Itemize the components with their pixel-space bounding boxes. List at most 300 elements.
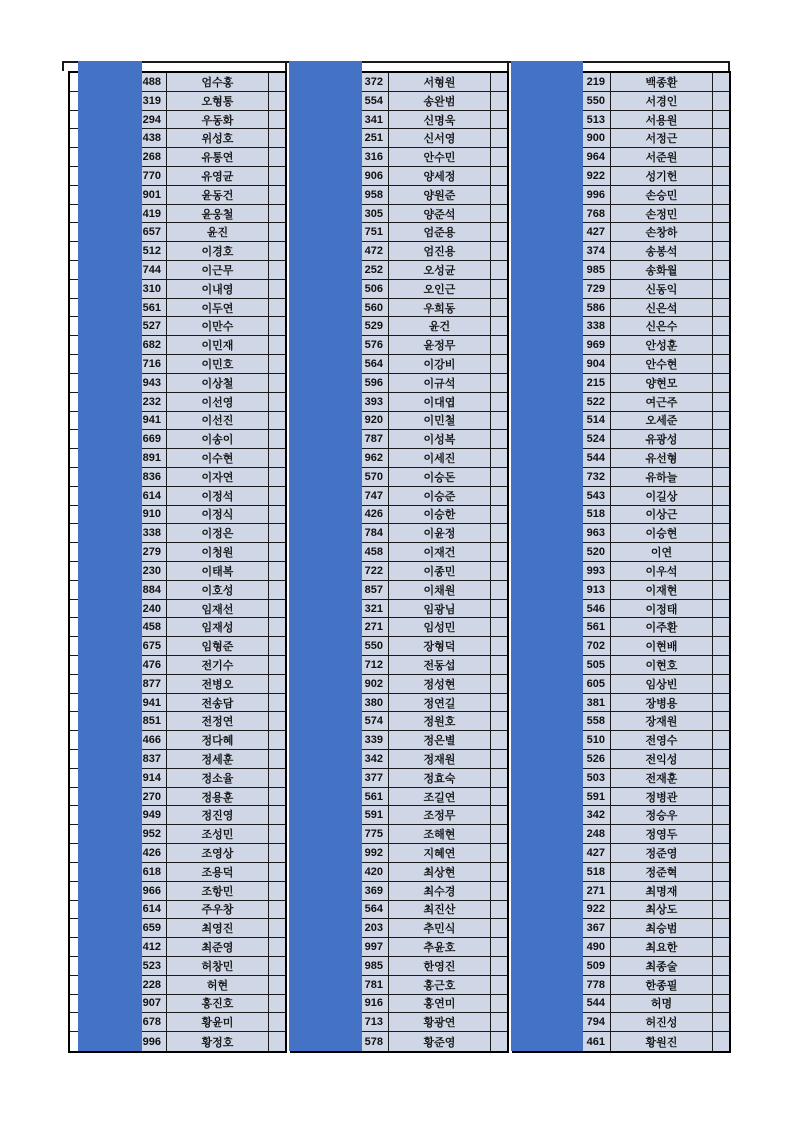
person-name-cell: 윤진 <box>166 223 269 242</box>
person-name-cell: 장재원 <box>610 712 713 731</box>
empty-trailing-cell <box>713 656 729 675</box>
person-name-cell: 손승민 <box>610 186 713 205</box>
empty-trailing-cell <box>269 129 285 148</box>
row-number-cell: 271 <box>352 618 388 637</box>
person-name-cell: 정재원 <box>388 750 491 769</box>
person-name-cell: 서준원 <box>610 148 713 167</box>
empty-trailing-cell <box>713 430 729 449</box>
row-number-cell: 969 <box>574 336 610 355</box>
row-number-cell: 510 <box>574 731 610 750</box>
row-number-cell: 558 <box>574 712 610 731</box>
person-name-cell: 임재성 <box>166 618 269 637</box>
person-name-cell: 이승현 <box>610 524 713 543</box>
row-number-cell: 596 <box>352 374 388 393</box>
empty-trailing-cell <box>269 186 285 205</box>
empty-trailing-cell <box>713 806 729 825</box>
empty-trailing-cell <box>269 863 285 882</box>
row-number-cell: 426 <box>352 506 388 525</box>
empty-trailing-cell <box>713 543 729 562</box>
row-number-cell: 466 <box>130 731 166 750</box>
empty-trailing-cell <box>713 73 729 92</box>
person-name-cell: 황정호 <box>166 1032 269 1051</box>
person-name-cell: 홍연미 <box>388 995 491 1014</box>
person-name-cell: 정승우 <box>610 806 713 825</box>
empty-trailing-cell <box>269 712 285 731</box>
row-number-cell: 732 <box>574 468 610 487</box>
person-name-cell: 우동화 <box>166 111 269 130</box>
person-name-cell: 정진영 <box>166 806 269 825</box>
empty-trailing-cell <box>491 637 507 656</box>
empty-trailing-cell <box>713 562 729 581</box>
empty-trailing-cell <box>269 1032 285 1051</box>
row-number-cell: 985 <box>574 261 610 280</box>
row-number-cell: 586 <box>574 299 610 318</box>
row-number-cell: 576 <box>352 336 388 355</box>
empty-trailing-cell <box>491 694 507 713</box>
empty-trailing-cell <box>491 430 507 449</box>
row-number-cell: 420 <box>352 863 388 882</box>
row-number-cell: 857 <box>352 581 388 600</box>
person-name-cell: 전기수 <box>166 656 269 675</box>
person-name-cell: 이수현 <box>166 449 269 468</box>
row-number-cell: 524 <box>574 430 610 449</box>
person-name-cell: 신동익 <box>610 280 713 299</box>
row-number-cell: 682 <box>130 336 166 355</box>
empty-trailing-cell <box>491 242 507 261</box>
empty-trailing-cell <box>491 487 507 506</box>
person-name-cell: 손창하 <box>610 223 713 242</box>
person-name-cell: 허창민 <box>166 957 269 976</box>
row-number-cell: 922 <box>574 167 610 186</box>
person-name-cell: 최요한 <box>610 938 713 957</box>
person-name-cell: 양준석 <box>388 205 491 224</box>
empty-trailing-cell <box>713 712 729 731</box>
row-number-cell: 678 <box>130 1013 166 1032</box>
empty-trailing-cell <box>491 543 507 562</box>
person-name-cell: 최진산 <box>388 901 491 920</box>
row-number-cell: 891 <box>130 449 166 468</box>
row-number-cell: 713 <box>352 1013 388 1032</box>
empty-trailing-cell <box>713 393 729 412</box>
empty-trailing-cell <box>491 901 507 920</box>
person-name-cell: 이상근 <box>610 506 713 525</box>
row-number-cell: 564 <box>352 355 388 374</box>
empty-trailing-cell <box>713 412 729 431</box>
row-number-cell: 509 <box>574 957 610 976</box>
row-number-cell: 561 <box>352 788 388 807</box>
empty-trailing-cell <box>713 618 729 637</box>
row-number-cell: 232 <box>130 393 166 412</box>
empty-trailing-cell <box>491 1032 507 1051</box>
row-number-cell: 993 <box>574 562 610 581</box>
empty-trailing-cell <box>713 468 729 487</box>
row-number-cell: 490 <box>574 938 610 957</box>
row-number-cell: 992 <box>352 844 388 863</box>
empty-trailing-cell <box>269 393 285 412</box>
person-name-cell: 오인근 <box>388 280 491 299</box>
row-number-cell: 614 <box>130 487 166 506</box>
person-name-cell: 조길연 <box>388 788 491 807</box>
person-name-cell: 이두연 <box>166 299 269 318</box>
empty-trailing-cell <box>491 393 507 412</box>
empty-trailing-cell <box>269 901 285 920</box>
empty-trailing-cell <box>491 129 507 148</box>
person-name-cell: 이승준 <box>388 487 491 506</box>
person-name-cell: 유하늘 <box>610 468 713 487</box>
empty-trailing-cell <box>713 825 729 844</box>
person-name-cell: 전재훈 <box>610 769 713 788</box>
person-name-cell: 이종민 <box>388 562 491 581</box>
person-name-cell: 엄수홍 <box>166 73 269 92</box>
row-number-cell: 669 <box>130 430 166 449</box>
clipped-row-border-stub <box>285 61 287 71</box>
empty-trailing-cell <box>713 317 729 336</box>
person-name-cell: 서용원 <box>610 111 713 130</box>
person-name-cell: 한영진 <box>388 957 491 976</box>
person-name-cell: 유선형 <box>610 449 713 468</box>
row-number-cell: 914 <box>130 769 166 788</box>
empty-trailing-cell <box>491 111 507 130</box>
empty-trailing-cell <box>713 1032 729 1051</box>
person-name-cell: 황원진 <box>610 1032 713 1051</box>
row-number-cell: 906 <box>352 167 388 186</box>
person-name-cell: 유광성 <box>610 430 713 449</box>
empty-trailing-cell <box>269 543 285 562</box>
row-number-cell: 279 <box>130 543 166 562</box>
empty-trailing-cell <box>491 412 507 431</box>
empty-trailing-cell <box>269 73 285 92</box>
row-number-cell: 574 <box>352 712 388 731</box>
row-number-cell: 458 <box>352 543 388 562</box>
row-number-cell: 338 <box>130 524 166 543</box>
row-number-cell: 702 <box>574 637 610 656</box>
person-name-cell: 양현모 <box>610 374 713 393</box>
person-name-cell: 정병관 <box>610 788 713 807</box>
person-name-cell: 이호성 <box>166 581 269 600</box>
person-name-cell: 송봉석 <box>610 242 713 261</box>
empty-trailing-cell <box>491 148 507 167</box>
empty-trailing-cell <box>713 223 729 242</box>
empty-trailing-cell <box>491 600 507 619</box>
person-name-cell: 정용훈 <box>166 788 269 807</box>
empty-trailing-cell <box>269 769 285 788</box>
empty-trailing-cell <box>491 223 507 242</box>
row-number-cell: 341 <box>352 111 388 130</box>
row-number-cell: 836 <box>130 468 166 487</box>
person-name-cell: 안수현 <box>610 355 713 374</box>
person-name-cell: 신은석 <box>610 299 713 318</box>
row-number-cell: 916 <box>352 995 388 1014</box>
person-name-cell: 이자연 <box>166 468 269 487</box>
row-number-cell: 374 <box>574 242 610 261</box>
empty-trailing-cell <box>269 261 285 280</box>
row-number-cell: 996 <box>130 1032 166 1051</box>
person-name-cell: 안성훈 <box>610 336 713 355</box>
empty-trailing-cell <box>713 148 729 167</box>
empty-trailing-cell <box>713 280 729 299</box>
row-number-cell: 339 <box>352 731 388 750</box>
empty-trailing-cell <box>491 280 507 299</box>
empty-trailing-cell <box>269 506 285 525</box>
person-name-cell: 이윤정 <box>388 524 491 543</box>
person-name-cell: 황준영 <box>388 1032 491 1051</box>
empty-trailing-cell <box>269 562 285 581</box>
empty-trailing-cell <box>269 882 285 901</box>
person-name-cell: 여근주 <box>610 393 713 412</box>
empty-trailing-cell <box>713 449 729 468</box>
person-name-cell: 이송이 <box>166 430 269 449</box>
empty-trailing-cell <box>491 769 507 788</box>
empty-trailing-cell <box>269 600 285 619</box>
empty-trailing-cell <box>491 1013 507 1032</box>
person-name-cell: 엄진용 <box>388 242 491 261</box>
row-number-cell: 778 <box>574 976 610 995</box>
empty-trailing-cell <box>491 825 507 844</box>
row-number-cell: 321 <box>352 600 388 619</box>
empty-trailing-cell <box>491 731 507 750</box>
person-name-cell: 이청원 <box>166 543 269 562</box>
row-number-cell: 426 <box>130 844 166 863</box>
empty-trailing-cell <box>491 205 507 224</box>
empty-trailing-cell <box>713 111 729 130</box>
empty-trailing-cell <box>713 524 729 543</box>
person-name-cell: 최상현 <box>388 863 491 882</box>
empty-trailing-cell <box>491 562 507 581</box>
empty-trailing-cell <box>713 694 729 713</box>
empty-trailing-cell <box>269 675 285 694</box>
row-number-cell: 618 <box>130 863 166 882</box>
person-name-cell: 손정민 <box>610 205 713 224</box>
empty-trailing-cell <box>713 167 729 186</box>
person-name-cell: 이주환 <box>610 618 713 637</box>
person-name-cell: 홍근호 <box>388 976 491 995</box>
empty-trailing-cell <box>713 882 729 901</box>
row-number-cell: 943 <box>130 374 166 393</box>
empty-trailing-cell <box>269 167 285 186</box>
row-number-cell: 578 <box>352 1032 388 1051</box>
row-number-cell: 877 <box>130 675 166 694</box>
empty-trailing-cell <box>491 524 507 543</box>
person-name-cell: 정영두 <box>610 825 713 844</box>
empty-trailing-cell <box>713 506 729 525</box>
person-name-cell: 이채원 <box>388 581 491 600</box>
row-number-cell: 522 <box>574 393 610 412</box>
row-number-cell: 712 <box>352 656 388 675</box>
empty-trailing-cell <box>269 694 285 713</box>
empty-trailing-cell <box>713 336 729 355</box>
person-name-cell: 양세정 <box>388 167 491 186</box>
person-name-cell: 조정무 <box>388 806 491 825</box>
row-number-cell: 294 <box>130 111 166 130</box>
row-number-cell: 913 <box>574 581 610 600</box>
empty-trailing-cell <box>269 299 285 318</box>
empty-trailing-cell <box>269 976 285 995</box>
person-name-cell: 서경인 <box>610 92 713 111</box>
empty-trailing-cell <box>269 317 285 336</box>
empty-trailing-cell <box>713 731 729 750</box>
empty-trailing-cell <box>713 750 729 769</box>
row-number-cell: 657 <box>130 223 166 242</box>
empty-trailing-cell <box>713 788 729 807</box>
person-name-cell: 오형통 <box>166 92 269 111</box>
person-name-cell: 임재선 <box>166 600 269 619</box>
person-name-cell: 최상도 <box>610 901 713 920</box>
row-number-cell: 520 <box>574 543 610 562</box>
empty-trailing-cell <box>269 355 285 374</box>
blue-overlay-rectangle <box>289 61 362 1051</box>
empty-trailing-cell <box>491 261 507 280</box>
person-name-cell: 조항민 <box>166 882 269 901</box>
empty-trailing-cell <box>269 844 285 863</box>
row-number-cell: 518 <box>574 863 610 882</box>
person-name-cell: 신은수 <box>610 317 713 336</box>
row-number-cell: 794 <box>574 1013 610 1032</box>
empty-trailing-cell <box>713 581 729 600</box>
person-name-cell: 송화월 <box>610 261 713 280</box>
person-name-cell: 임성민 <box>388 618 491 637</box>
person-name-cell: 최준영 <box>166 938 269 957</box>
person-name-cell: 조해현 <box>388 825 491 844</box>
empty-trailing-cell <box>269 524 285 543</box>
empty-trailing-cell <box>713 976 729 995</box>
person-name-cell: 정준영 <box>610 844 713 863</box>
row-number-cell: 319 <box>130 92 166 111</box>
person-name-cell: 홍진호 <box>166 995 269 1014</box>
row-number-cell: 219 <box>574 73 610 92</box>
empty-trailing-cell <box>269 637 285 656</box>
person-name-cell: 윤동건 <box>166 186 269 205</box>
row-number-cell: 230 <box>130 562 166 581</box>
empty-trailing-cell <box>713 374 729 393</box>
row-number-cell: 966 <box>130 882 166 901</box>
row-number-cell: 215 <box>574 374 610 393</box>
row-number-cell: 675 <box>130 637 166 656</box>
empty-trailing-cell <box>269 223 285 242</box>
person-name-cell: 이정태 <box>610 600 713 619</box>
row-number-cell: 781 <box>352 976 388 995</box>
empty-trailing-cell <box>491 995 507 1014</box>
person-name-cell: 이승한 <box>388 506 491 525</box>
person-name-cell: 오성균 <box>388 261 491 280</box>
empty-trailing-cell <box>269 618 285 637</box>
row-number-cell: 393 <box>352 393 388 412</box>
empty-trailing-cell <box>269 788 285 807</box>
empty-trailing-cell <box>491 863 507 882</box>
row-number-cell: 240 <box>130 600 166 619</box>
person-name-cell: 이대엽 <box>388 393 491 412</box>
row-number-cell: 472 <box>352 242 388 261</box>
row-number-cell: 513 <box>574 111 610 130</box>
row-number-cell: 744 <box>130 261 166 280</box>
empty-trailing-cell <box>491 167 507 186</box>
row-number-cell: 526 <box>574 750 610 769</box>
person-name-cell: 엄준용 <box>388 223 491 242</box>
row-number-cell: 591 <box>352 806 388 825</box>
row-number-cell: 716 <box>130 355 166 374</box>
person-name-cell: 장형덕 <box>388 637 491 656</box>
row-number-cell: 380 <box>352 694 388 713</box>
row-number-cell: 561 <box>130 299 166 318</box>
person-name-cell: 이정식 <box>166 506 269 525</box>
row-number-cell: 964 <box>574 148 610 167</box>
empty-trailing-cell <box>491 186 507 205</box>
person-name-cell: 이연 <box>610 543 713 562</box>
row-number-cell: 605 <box>574 675 610 694</box>
row-number-cell: 560 <box>352 299 388 318</box>
row-number-cell: 228 <box>130 976 166 995</box>
row-number-cell: 787 <box>352 430 388 449</box>
blue-overlay-rectangle <box>511 61 583 1051</box>
empty-trailing-cell <box>491 712 507 731</box>
empty-trailing-cell <box>713 129 729 148</box>
person-name-cell: 이현배 <box>610 637 713 656</box>
person-name-cell: 정준혁 <box>610 863 713 882</box>
row-number-cell: 770 <box>130 167 166 186</box>
empty-trailing-cell <box>713 901 729 920</box>
empty-trailing-cell <box>713 769 729 788</box>
row-number-cell: 922 <box>574 901 610 920</box>
row-number-cell: 529 <box>352 317 388 336</box>
person-name-cell: 이선영 <box>166 393 269 412</box>
person-name-cell: 전동섭 <box>388 656 491 675</box>
row-number-cell: 768 <box>574 205 610 224</box>
row-number-cell: 902 <box>352 675 388 694</box>
empty-trailing-cell <box>491 336 507 355</box>
person-name-cell: 서형원 <box>388 73 491 92</box>
person-name-cell: 정성현 <box>388 675 491 694</box>
empty-trailing-cell <box>491 976 507 995</box>
row-number-cell: 427 <box>574 223 610 242</box>
row-number-cell: 570 <box>352 468 388 487</box>
empty-trailing-cell <box>269 468 285 487</box>
person-name-cell: 추민식 <box>388 919 491 938</box>
row-number-cell: 561 <box>574 618 610 637</box>
row-number-cell: 338 <box>574 317 610 336</box>
empty-trailing-cell <box>269 825 285 844</box>
empty-trailing-cell <box>713 637 729 656</box>
person-name-cell: 조용덕 <box>166 863 269 882</box>
person-name-cell: 이성복 <box>388 430 491 449</box>
row-number-cell: 251 <box>352 129 388 148</box>
empty-trailing-cell <box>713 242 729 261</box>
empty-trailing-cell <box>491 581 507 600</box>
person-name-cell: 주우창 <box>166 901 269 920</box>
empty-trailing-cell <box>491 618 507 637</box>
row-number-cell: 543 <box>574 487 610 506</box>
row-number-cell: 544 <box>574 995 610 1014</box>
empty-trailing-cell <box>269 336 285 355</box>
empty-trailing-cell <box>491 355 507 374</box>
person-name-cell: 정다혜 <box>166 731 269 750</box>
person-name-cell: 최승범 <box>610 919 713 938</box>
person-name-cell: 허진성 <box>610 1013 713 1032</box>
person-name-cell: 정소율 <box>166 769 269 788</box>
person-name-cell: 백종환 <box>610 73 713 92</box>
person-name-cell: 임상빈 <box>610 675 713 694</box>
empty-trailing-cell <box>269 656 285 675</box>
person-name-cell: 이민호 <box>166 355 269 374</box>
row-number-cell: 958 <box>352 186 388 205</box>
row-number-cell: 503 <box>574 769 610 788</box>
person-name-cell: 정효숙 <box>388 769 491 788</box>
empty-trailing-cell <box>713 355 729 374</box>
person-name-cell: 전정연 <box>166 712 269 731</box>
row-number-cell: 851 <box>130 712 166 731</box>
person-name-cell: 이길상 <box>610 487 713 506</box>
person-name-cell: 지혜연 <box>388 844 491 863</box>
empty-trailing-cell <box>491 919 507 938</box>
empty-trailing-cell <box>713 938 729 957</box>
